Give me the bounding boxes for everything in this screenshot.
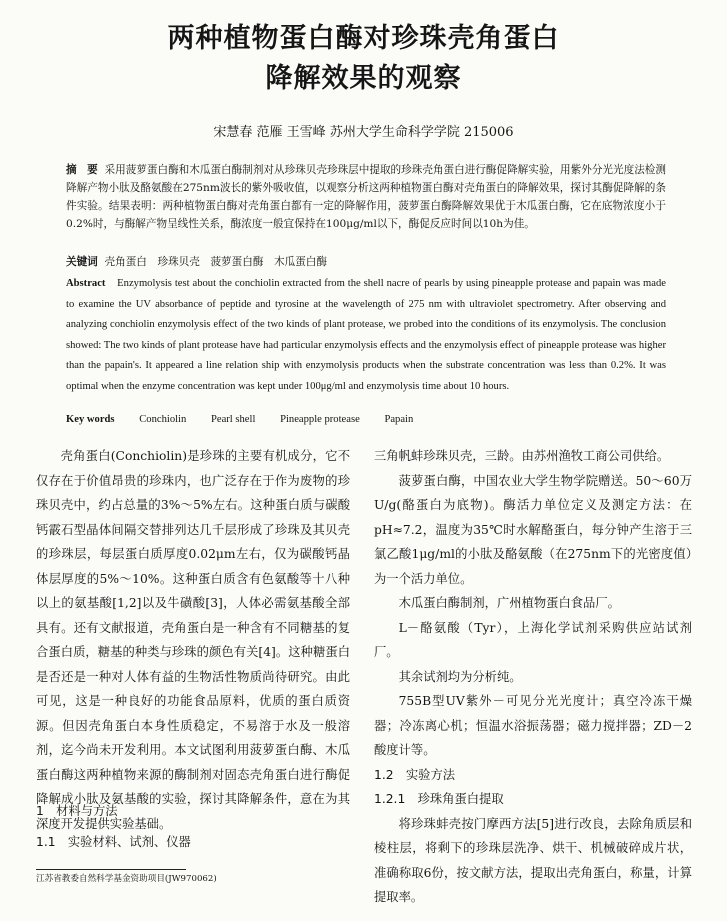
abstract-en: [66, 274, 666, 398]
body-paragraph: L－酪氨酸（Tyr），上海化学试剂采购供应站试剂厂。: [374, 620, 692, 659]
footnote-rule: [36, 869, 186, 870]
body-paragraph: 木瓜蛋白酶制剂，广州植物蛋白食品厂。: [398, 596, 620, 610]
abstract-en-label: Abstract: [66, 278, 106, 289]
body-paragraph: 三角帆蚌珍珠贝壳，三龄。由苏州渔牧工商公司供给。: [374, 449, 670, 463]
intro-paragraph: 壳角蛋白(Conchiolin)是珍珠的主要有机成分，它不仅存在于价值昂贵的珍珠内，也广泛存在于作为废物的珍珠贝壳中，约占总量的3%～5%左右。这种蛋白质与碳酸钙霰石型晶体间隔交替排列达几千层形成了珍珠及其贝壳的珍珠层，每层蛋白质厚度0.02μm左右，仅为碳酸钙晶体层厚度的5%～10%。这种蛋白质含有色氨酸等十八种以上的氨基酸[1,2]以及牛磺酸[3]，人体必需氨基酸全部具有。还有文献报道，壳角蛋白是一种含有不同糖基的复合蛋白质，糖基的种类与珍珠的颜色有关[4]。这种糖蛋白是否还是一种对人体有益的生物活性物质尚待研究。由此可见，这是一种良好的功能食品原料，优质的蛋白质资源。但因壳角蛋白本身性质稳定，不易溶于水及一般溶剂，迄今尚未开发利用。本文试图利用菠萝蛋白酶、木瓜蛋白酶这两种植物来源的酶制剂对固态壳角蛋白进行酶促降解成小肽及氨基酸的实验，探讨其降解条件，意在为其深度开发提供实验基础。: [36, 449, 350, 831]
abstract-cn: [66, 161, 666, 233]
subsection-heading: 1.2 实验方法: [374, 767, 456, 782]
keyword-en: Conchiolin: [139, 414, 187, 425]
authors: 宋慧春 范雁 王雪峰 苏州大学生命科学学院 215006: [213, 125, 514, 140]
keywords-en: [66, 411, 666, 429]
keywords-cn-text: 壳角蛋白 珍珠贝壳 菠萝蛋白酶 木瓜蛋白酶: [104, 256, 327, 268]
left-column: [36, 444, 350, 836]
abstract-cn-label: 摘 要: [66, 164, 98, 176]
footnote: 江苏省教委自然科学基金资助项目(JW970062): [36, 874, 217, 884]
right-column: [374, 444, 692, 910]
keywords-cn: [66, 253, 666, 271]
body-paragraph: 755B型UV紫外－可见分光光度计；真空冷冻干燥器；冷冻离心机；恒温水浴振荡器；磁力搅拌器；ZD－2酸度计等。: [374, 694, 692, 757]
body-paragraph: 其余试剂均为分析纯。: [398, 669, 522, 684]
title-line-2: 降解效果的观察: [265, 63, 462, 94]
keyword-en: Papain: [384, 414, 414, 425]
keywords-en-label: Key words: [66, 414, 115, 425]
abstract-en-text: Enzymolysis test about the conchiolin extracted from the shell nacre of pearls by using pineapple protease and papain was made to examine the UV absorbance of peptide and tyrosine at the wavelength of 275 nm with ultraviolet spectrometry. After observing and analyzing conchiolin enzymolysis effect of the two kinds of plant protease, we probed into the conditions of its enzymolysis. The conclusion showed: The two kinds of plant protease have had particular enzymolysis effects and the enzymolysis effect of pineapple protease was higher than the papain's. It appeared a line relation ship with enzymolysis products when the substrate concentration was less than 0.2%. It was optimal when the enzyme concentration was kept under 100μg/ml and enzymolysis time about 10 hours.: [66, 278, 667, 392]
title-line-1: 两种植物蛋白酶对珍珠壳角蛋白: [167, 23, 560, 54]
subsection-heading: 1.1 实验材料、试剂、仪器: [36, 835, 191, 849]
keyword-en: Pineapple protease: [280, 414, 360, 425]
body-paragraph: 将珍珠蚌壳按门摩西方法[5]进行改良，去除角质层和棱柱层，将剩下的珍珠层洗净、烘干、机械破碎成片状，准确称取6份，按文献方法，提取出壳角蛋白，称量，计算提取率。: [374, 816, 692, 904]
body-paragraph: 菠萝蛋白酶，中国农业大学生物学院赠送。50～60万U/g(酪蛋白为底物)。酶活力单位定义及测定方法：在pH≈7.2，温度为35℃时水解酪蛋白，每分钟产生溶于三氯乙酸1μg/ml的小肽及酪氨酸（在275nm下的光密度值）为一个活力单位。: [374, 473, 692, 586]
section-heading: 1 材料与方法: [36, 804, 118, 818]
abstract-cn-text: 采用菠萝蛋白酶和木瓜蛋白酶制剂对从珍珠贝壳珍珠层中提取的珍珠壳角蛋白进行酶促降解实验，用紫外分光光度法检测降解产物小肽及酪氨酸在275nm波长的紫外吸收值，以观察分析这两种植物蛋白酶对壳角蛋白的降解效果，探讨其酶促降解的条件实验。结果表明：两种植物蛋白酶对壳角蛋白都有一定的降解作用，菠萝蛋白酶降解效果优于木瓜蛋白酶，它在底物浓度小于0.2%时，与酶解产物呈线性关系，酶浓度一般宜保持在100μg/ml以下，酶促反应时间以10h为佳。: [66, 164, 666, 230]
keyword-en: Pearl shell: [210, 414, 256, 425]
keywords-cn-label: 关键词: [66, 256, 98, 268]
subsection-heading: 1.2.1 珍珠角蛋白提取: [374, 792, 504, 806]
